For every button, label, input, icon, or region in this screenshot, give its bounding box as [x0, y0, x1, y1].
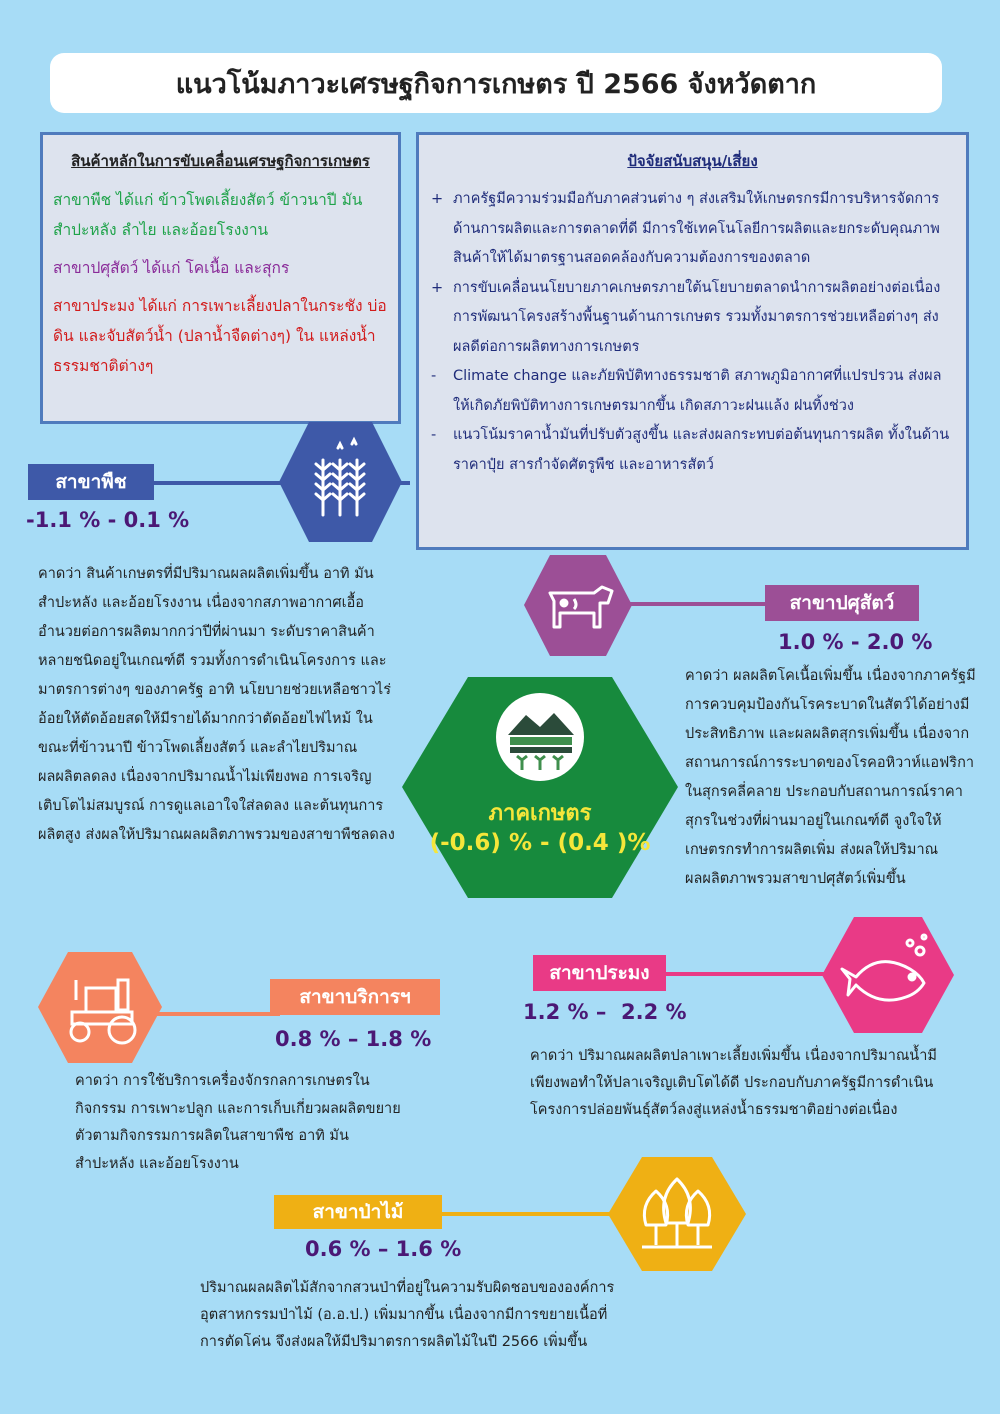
services-hexagon: [36, 950, 164, 1065]
livestock-label: [765, 585, 919, 621]
services-label-text: สาขาบริการฯ: [299, 986, 411, 1008]
factor-text: การขับเคลื่อนนโยบายภาคเกษตรภายใต้นโยบายตลาดนำการผลิตอย่างต่อเนื่อง การพัฒนาโครงสร้างพื้นฐานด้านการเกษตร รวมทั้งมาตรการช่วยเหลือต่างๆ ส่งผลดีต่อการผลิตทางการเกษตร: [453, 279, 941, 355]
factor-mark: -: [431, 368, 437, 384]
crop-label: [28, 464, 154, 500]
crop-range: -1.1 % - 0.1 %: [26, 508, 190, 532]
factor-mark: +: [431, 191, 444, 207]
services-label: [270, 979, 440, 1015]
forestry-hexagon: [606, 1155, 748, 1273]
main-products-box: [40, 132, 401, 424]
agri-hexagon: [400, 675, 680, 900]
fishery-label: [533, 955, 666, 991]
services-description: คาดว่า การใช้บริการเครื่องจักรกลการเกษตรในกิจกรรม การเพาะปลูก และการเก็บเกี่ยวผลผลิตขยายตัวตามกิจกรรมการผลิตในสาขาพืช อาทิ มันสำปะหลัง และอ้อยโรงงาน: [75, 1073, 401, 1172]
forestry-label: [274, 1195, 442, 1229]
crop-description: คาดว่า สินค้าเกษตรที่มีปริมาณผลผลิตเพิ่มขึ้น อาทิ มันสำปะหลัง และอ้อยโรงงาน เนื่องจากสภาพอากาศเอื้ออำนวยต่อการผลิตมากกว่าปีที่ผ่านมา ระดับราคาสินค้าหลายชนิดอยู่ในเกณฑ์ดี รวมทั้งการดำเนินโครงการ และมาตรการต่างๆ ของภาครัฐ อาทิ นโยบายช่วยเหลือชาวไร่อ้อยให้ตัดอ้อยสดให้มีรายได้มากกว่าตัดอ้อยไฟไหม้ ในขณะที่ข้าวนาปี ข้าวโพดเลี้ยงสัตว์ และลำไยปริมาณผลผลิตลดลง เนื่องจากปริมาณน้ำไม่เพียงพอ การเจริญเติบโตไม่สมบูรณ์ การดูแลเอาใจใส่ลดลง และต้นทุนการผลิตสูง ส่งผลให้ปริมาณผลผลิตภาพรวมของสาขาพืชลดลง: [38, 566, 395, 843]
fishery-label-text: สาขาประมง: [549, 962, 650, 984]
main-products-livestock: สาขาปศุสัตว์ ได้แก่ โคเนื้อ และสุกร: [53, 259, 290, 277]
factor-list: [431, 185, 954, 480]
factor-text: Climate change และภัยพิบัติทางธรรมชาติ สภาพภูมิอากาศที่แปรปรวน ส่งผลให้เกิดภัยพิบัติทางการเกษตรมากขึ้น เกิดสภาวะฝนแล้ง ฝนทิ้งช่วง: [453, 368, 942, 414]
factor-text: แนวโน้มราคาน้ำมันที่ปรับตัวสูงขึ้น และส่งผลกระทบต่อต้นทุนการผลิต ทั้งในด้านราคาปุ๋ย สารกำจัดศัตรูพืช และอาหารสัตว์: [453, 427, 950, 473]
factor-text: ภาครัฐมีความร่วมมือกับภาคส่วนต่าง ๆ ส่งเสริมให้เกษตรกรมีการบริหารจัดการด้านการผลิตและการตลาดที่ดี มีการใช้เทคโนโลยีการผลิตและยกระดับคุณภาพสินค้าให้ได้มาตรฐานสอดคล้องกับความต้องการของตลาด: [453, 191, 940, 266]
agri-label: ภาคเกษตร: [488, 801, 592, 826]
forestry-description: ปริมาณผลผลิตไม้สักจากสวนป่าที่อยู่ในความรับผิดชอบขององค์การอุตสาหกรรมป่าไม้ (อ.อ.ป.) เพิ่มมากขึ้น เนื่องจากมีการขยายเนื้อที่การตัดโค่น จึงส่งผลให้มีปริมาตรการผลิตไม้ในปี 2566 เพิ่มขึ้น: [200, 1280, 615, 1350]
fishery-description: คาดว่า ปริมาณผลผลิตปลาเพาะเลี้ยงเพิ่มขึ้น เนื่องจากปริมาณน้ำมีเพียงพอทำให้ปลาเจริญเติบโตได้ดี ประกอบกับภาครัฐมีการดำเนินโครงการปล่อยพันธุ์สัตว์ลงสู่แหล่งน้ำธรรมชาติอย่างต่อเนื่อง: [530, 1048, 937, 1118]
title-banner: [50, 53, 942, 113]
services-range: 0.8 % – 1.8 %: [275, 1027, 432, 1051]
livestock-label-text: สาขาปศุสัตว์: [789, 592, 895, 614]
forestry-range: 0.6 % – 1.6 %: [305, 1237, 462, 1261]
factor-mark: -: [431, 427, 437, 443]
livestock-hexagon: [522, 553, 634, 658]
crop-label-text: สาขาพืช: [55, 471, 127, 493]
factor-item: [431, 185, 954, 274]
livestock-range: 1.0 % - 2.0 %: [778, 630, 933, 654]
factor-item: [431, 421, 954, 480]
livestock-description: คาดว่า ผลผลิตโคเนื้อเพิ่มขึ้น เนื่องจากภาครัฐมีการควบคุมป้องกันโรคระบาดในสัตว์ได้อย่างมีประสิทธิภาพ และผลผลิตสุกรเพิ่มขึ้น เนื่องจากสถานการณ์การระบาดของโรคอหิวาห์แอฟริกาในสุกรคลี่คลาย ประกอบกับสถานการณ์ราคาสุกรในช่วงที่ผ่านมาอยู่ในเกณฑ์ดี จูงใจให้เกษตรกรทำการผลิตเพิ่ม ส่งผลให้ปริมาณผลผลิตภาพรวมสาขาปศุสัตว์เพิ่มขึ้น: [685, 668, 976, 887]
factor-item: [431, 362, 954, 421]
main-products-crop: สาขาพืช ได้แก่ ข้าวโพดเลี้ยงสัตว์ ข้าวนาปี มันสำปะหลัง ลำไย และอ้อยโรงงาน: [53, 191, 363, 239]
page-title: แนวโน้มภาวะเศรษฐกิจการเกษตร ปี 2566 จังหวัดตาก: [175, 68, 817, 100]
main-products-heading: สินค้าหลักในการขับเคลื่อนเศรษฐกิจการเกษตร: [71, 152, 370, 170]
livestock-connector: [610, 602, 770, 606]
factors-heading: ปัจจัยสนับสนุน/เสี่ยง: [627, 152, 758, 170]
crop-hexagon: [278, 420, 403, 545]
fishery-connector: [660, 972, 830, 976]
factor-item: [431, 274, 954, 363]
forestry-label-text: สาขาป่าไม้: [312, 1201, 404, 1223]
factors-box: [416, 132, 969, 550]
agri-range: (-0.6) % - (0.4 )%: [429, 830, 651, 856]
main-products-fishery: สาขาประมง ได้แก่ การเพาะเลี้ยงปลาในกระชัง บ่อดิน และจับสัตว์น้ำ (ปลาน้ำจืดต่างๆ) ใน แหล่งน้ำธรรมชาติต่างๆ: [53, 297, 387, 375]
fishery-range: 1.2 % – 2.2 %: [523, 1000, 687, 1024]
factor-mark: +: [431, 279, 444, 296]
fishery-hexagon: [820, 915, 956, 1035]
